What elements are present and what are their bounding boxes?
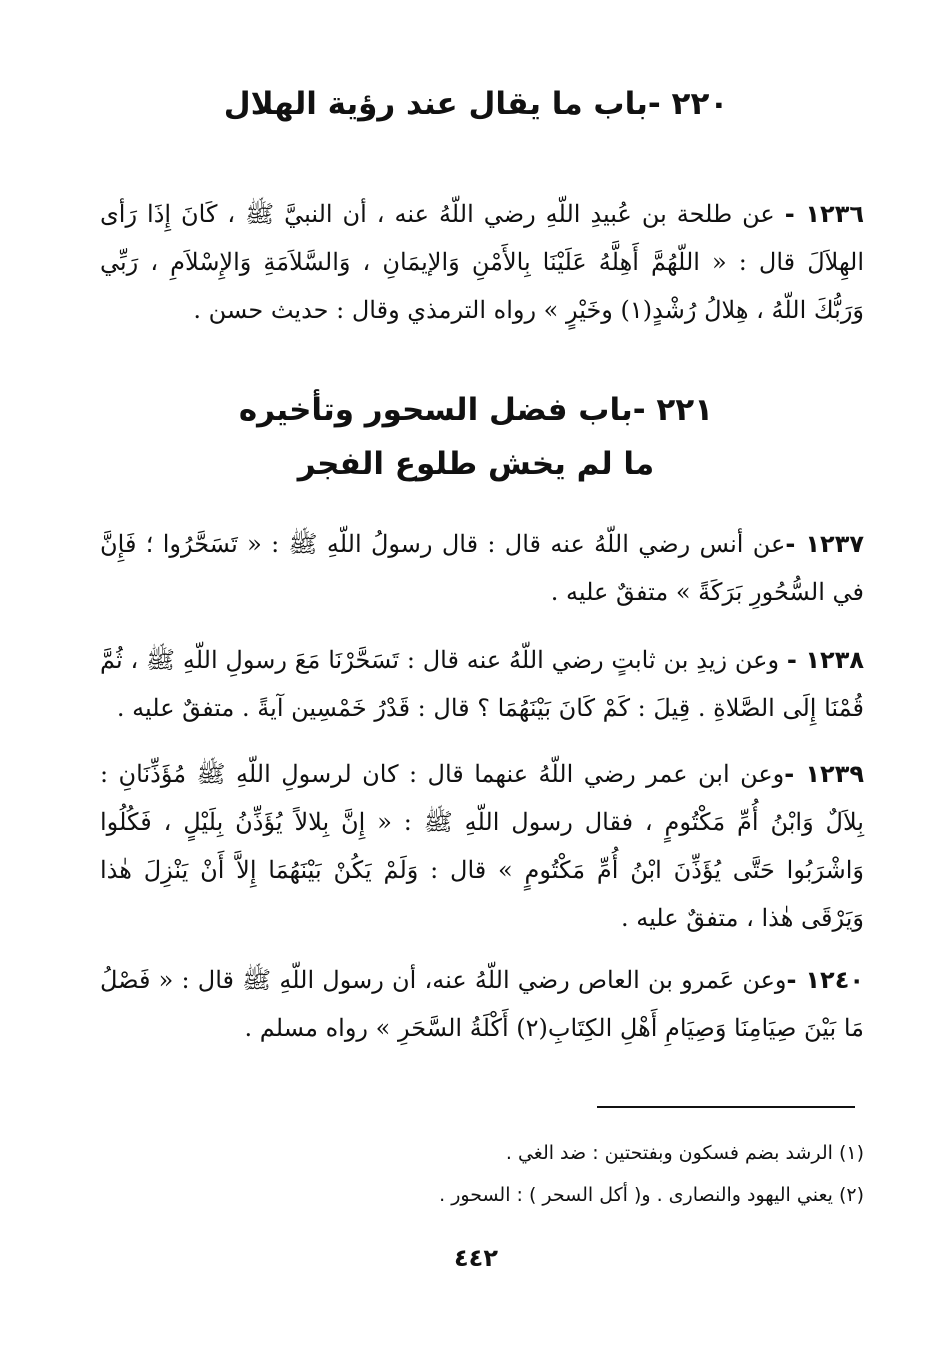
- hadith-1237: [100, 520, 864, 616]
- hadith-1239: [100, 750, 864, 942]
- footnote-1: (١) الرشد بضم فسكون وبفتحتين : ضد الغي .: [505, 1142, 864, 1164]
- hadith-1236: [100, 190, 864, 334]
- hadith-1238: [100, 636, 864, 732]
- hadith-text: عن أنس رضي اللّهُ عنه قال : قال رسولُ اللّهِ ﷺ : « تَسَحَّرُوا ؛ فَإِنَّ في السُّحُورِ بَرَكَةً » متفقٌ عليه .: [100, 530, 864, 606]
- page-number: ٤٤٢: [454, 1244, 498, 1272]
- hadith-1240: [100, 956, 864, 1052]
- footnote-separator: [597, 1106, 855, 1108]
- hadith-text: عن طلحة بن عُبيدِ اللّهِ رضي اللّهُ عنه ، أن النبيَّ ﷺ ، كَانَ إِذَا رَأى الهِلاَلَ قال : « اللّهُمَّ أَهِلَّهُ عَلَيْنَا بِالأَمْنِ وَالإيمَانِ ، وَالسَّلاَمَةِ وَالإِسْلاَمِ ، رَبِّي وَرَبُّكَ اللّهُ ، هِلالُ رُشْدٍ(١) وخَيْرٍ » رواه الترمذي وقال : حديث حسن .: [100, 200, 864, 324]
- chapter-221-title: ٢٢١ -باب فضل السحور وتأخيره: [238, 392, 714, 428]
- hadith-number: ١٢٤٠ -: [786, 966, 864, 994]
- hadith-text: وعن زيدِ بن ثابتٍ رضي اللّهُ عنه قال : تَسَحَّرْنَا مَعَ رسولِ اللّهِ ﷺ ، ثُمَّ قُمْنَا إِلَى الصَّلاةِ . قِيلَ : كَمْ كَانَ بَيْنَهُمَا ؟ قال : قَدْرُ خَمْسِين آيةً . متفقٌ عليه .: [100, 646, 864, 722]
- chapter-220-title: ٢٢٠ -باب ما يقال عند رؤية الهلال: [223, 86, 729, 122]
- hadith-number: ١٢٣٧ -: [785, 530, 864, 558]
- hadith-number: ١٢٣٨ -: [786, 646, 864, 674]
- hadith-text: وعن ابن عمر رضي اللّهُ عنهما قال : كان لرسولِ اللّهِ ﷺ مُؤَذِّنَانِ : بِلاَلٌ وَابْنُ أُمِّ مَكْتُومٍ ، فقال رسول اللّهِ ﷺ : « إِنَّ بِلالاً يُؤَذِّنُ بِلَيْلٍ ، فَكُلُوا وَاشْرَبُوا حَتَّى يُؤَذِّنَ ابْنُ أُمِّ مَكْتُومٍ » قال : وَلَمْ يَكُنْ بَيْنَهُمَا إِلاَّ أَنْ يَنْزِلَ هٰذا وَيَرْقَى هٰذا ، متفقٌ عليه .: [100, 760, 865, 932]
- chapter-221-subtitle: ما لم يخش طلوع الفجر: [297, 446, 655, 482]
- hadith-text: وعن عَمرو بن العاص رضي اللّهُ عنه، أن رسول اللّهِ ﷺ قال : « فَصْلُ مَا بَيْنَ صِيَامِنَا وَصِيَامِ أَهْلِ الكِتَابِ(٢) أَكْلَةُ السَّحَرِ » رواه مسلم .: [100, 966, 864, 1042]
- hadith-number: ١٢٣٩ -: [784, 760, 864, 788]
- footnote-2: (٢) يعني اليهود والنصارى . و( أكل السحر ) : السحور .: [439, 1184, 864, 1206]
- hadith-number: ١٢٣٦ -: [784, 200, 864, 228]
